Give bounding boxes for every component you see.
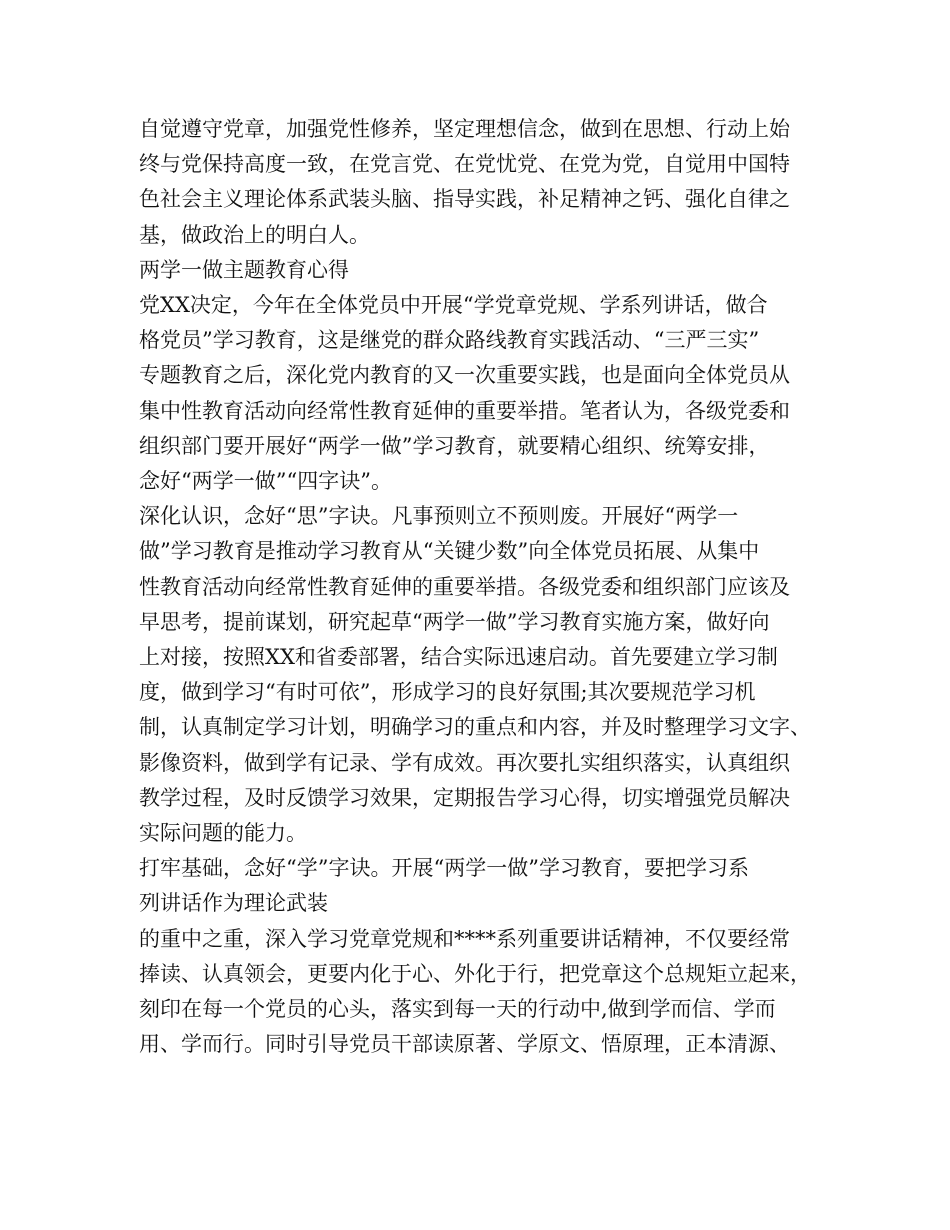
paragraph-learn-lead: 打牢基础，念好“学”字诀。开展“两学一做”学习教育，要把学习系 列讲话作为理论武装 [139, 856, 749, 916]
paragraph-intro: 自觉遵守党章，加强党性修养，坚定理想信念，做到在思想、行动上始 终与党保持高度一致，在党言党、在党忧党、在党为党，自觉用中国特 色社会主义理论体系武装头脑、指导实践，补足精神之钙、强化自律之 基，做政治上的明白人。 [139, 117, 790, 247]
document-body [139, 112, 839, 1062]
section-heading: 两学一做主题教育心得 [139, 257, 349, 282]
paragraph-decision: 党XX决定，今年在全体党员中开展“学党章党规、学系列讲话，做合 格党员”学习教育，这是继党的群众路线教育实践活动、“三严三实” 专题教育之后，深化党内教育的又一次重要实践，也是面向全体党员从 集中性教育活动向经常性教育延伸的重要举措。笔者认为，各级党委和 组织部门要开展好“两学一做”学习教育，就要精心组织、统筹安排， 念好“两学一做”“四字诀”。 [139, 293, 790, 494]
paragraph-learn-body: 的重中之重，深入学习党章党规和****系列重要讲话精神，不仅要经常 捧读、认真领会，更要内化于心、外化于行，把党章这个总规矩立起来， 刻印在每一个党员的心头，落实到每一天的行动中,做到学而信、学而 用、学而行。同时引导党员干部读原著、学原文、悟原理，正本清源、 [139, 926, 811, 1057]
paragraph-think: 深化认识，念好“思”字诀。凡事预则立不预则废。开展好“两学一 做”学习教育是推动学习教育从“关键少数”向全体党员拓展、从集中 性教育活动向经常性教育延伸的重要举措。各级党委和组织部门应该及 早思考，提前谋划，研究起草“两学一做”学习教育实施方案，做好向 上对接，按照XX和省委部署，结合实际迅速启动。首先要建立学习制 度，做到学习“有时可依”，形成学习的良好氛围;其次要规范学习机 制，认真制定学习计划，明确学习的重点和内容，并及时整理学习文字、 影像资料，做到学有记录、学有成效。再次要扎实组织落实，认真组织 教学过程，及时反馈学习效果，定期报告学习心得，切实增强党员解决 实际问题的能力。 [139, 504, 811, 846]
